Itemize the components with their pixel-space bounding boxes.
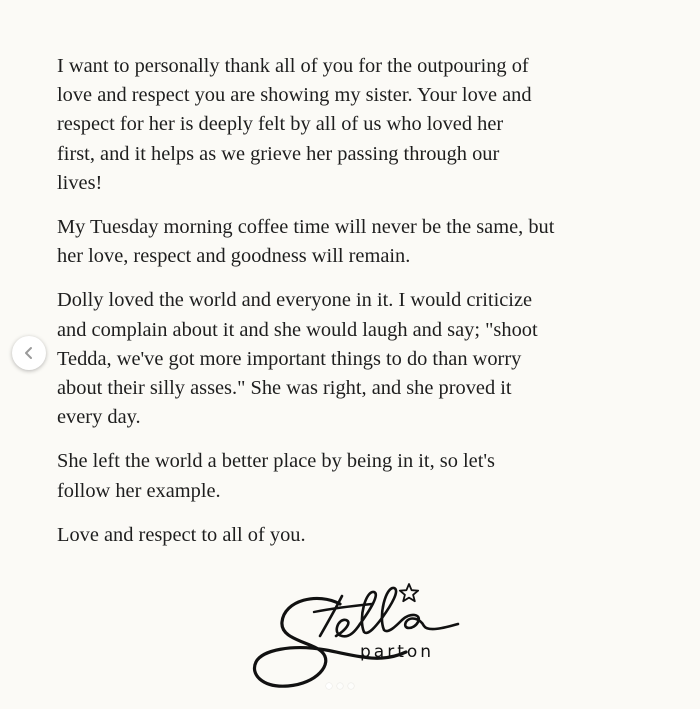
carousel-dot: [348, 683, 354, 689]
letter-body: [57, 52, 567, 565]
signature-script: [248, 578, 468, 693]
signature-surname: parton: [360, 642, 435, 662]
letter-line: and complain about it and she would laugh and say; "shoot: [57, 318, 538, 341]
letter-line: She left the world a better place by being in it, so let's: [57, 450, 495, 473]
letter-paragraph: [57, 447, 567, 505]
carousel-dot: [326, 683, 332, 689]
carousel-prev-button[interactable]: [12, 336, 46, 370]
letter-paragraph: [57, 213, 567, 271]
letter-line: her love, respect and goodness will remain.: [57, 245, 411, 268]
letter-line: I want to personally thank all of you for the outpouring of: [57, 55, 529, 77]
letter-line: love and respect you are showing my sister. Your love and: [57, 84, 532, 107]
letter-line: Tedda, we've got more important things to do than worry: [57, 347, 522, 370]
letter-line: Dolly loved the world and everyone in it. I would criticize: [57, 289, 533, 312]
signature: [248, 578, 468, 693]
letter-line: follow her example.: [57, 479, 221, 502]
letter-paragraph: [57, 521, 567, 550]
letter-line: about their silly asses." She was right, and she proved it: [57, 377, 512, 400]
letter-line: first, and it helps as we grieve her passing through our: [57, 142, 500, 165]
chevron-left-icon: [22, 346, 36, 360]
letter-line: My Tuesday morning coffee time will never be the same, but: [57, 216, 555, 239]
letter-paragraph: [57, 52, 567, 198]
letter-paragraph: [57, 286, 567, 432]
carousel-indicator: [326, 683, 354, 689]
letter-line: lives!: [57, 171, 103, 194]
letter-line: respect for her is deeply felt by all of us who loved her: [57, 113, 504, 136]
carousel-dot: [337, 683, 343, 689]
letter-line: every day.: [57, 406, 141, 429]
letter-line: Love and respect to all of you.: [57, 523, 306, 546]
